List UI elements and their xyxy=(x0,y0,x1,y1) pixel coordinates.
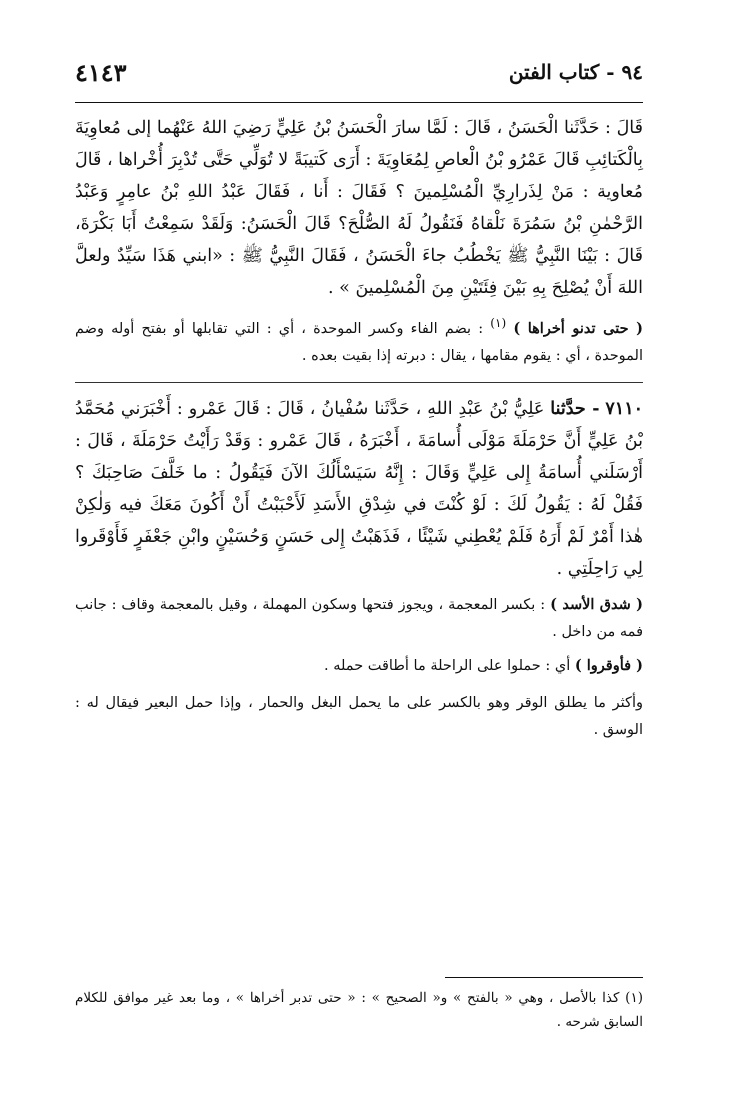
page-header xyxy=(75,60,643,94)
commentary-text: أي : حملوا على الراحلة ما أطاقت حمله . xyxy=(324,657,571,674)
page-body xyxy=(75,112,643,744)
commentary-term: ( فأوقروا ) xyxy=(574,656,643,674)
hadith-text-previous: قَالَ : حَدَّثَنا الْحَسَنُ ، قَالَ : لَمَّا سارَ الْحَسَنُ بْنُ عَلِيٍّ رَضِيَ اللهُ عَنْهُما إلى مُعاوِيَةَ بِالْكَتائِبِ قَالَ عَمْرُو بْنُ الْعاصِ لِمُعَاوِيَةَ : أَرَى كَتيبَةً لا تُوَلِّي حَتَّى تُدْبِرَ أُخْراها ، قَالَ مُعاوية : مَنْ لِذَرارِيِّ الْمُسْلِمينَ ؟ فَقَالَ : أَنا ، فَقَالَ عَبْدُ اللهِ بْنُ عامِرٍ وَعَبْدُ الرَّحْمٰنِ بْنُ سَمُرَةَ نَلْقاهُ فَنَقُولُ لَهُ الصُّلْحَ؟ قَالَ الْحَسَنُ: وَلَقَدْ سَمِعْتُ أَبَا بَكْرَةَ، قَالَ : بَيْنَا النَّبِيُّ ﷺ يَخْطُبُ جاءَ الْحَسَنُ ، فَقَالَ النَّبِيُّ ﷺ : «ابني هَذَا سَيِّدٌ ولعلَّ اللهَ أَنْ يُصْلِحَ بِهِ بَيْنَ فِئَتَيْنِ مِنَ الْمُسْلِمينَ » . xyxy=(75,118,643,298)
footnote-text: (١) كذا بالأصل ، وهي « بالفتح » و« الصحيح » : « حتى تدبر أخراها » ، وما بعد غير موافق للكلام السابق شرحه . xyxy=(75,990,643,1030)
commentary-note-1 xyxy=(75,310,643,370)
commentary-term: ( شدق الأسد ) xyxy=(550,595,644,613)
hadith-7110 xyxy=(75,393,643,585)
footnote xyxy=(75,986,643,1034)
header-rule xyxy=(75,102,643,103)
commentary-term: ( حتى تدنو أخراها ) xyxy=(513,319,643,337)
hadith-number: ٧١١٠ xyxy=(605,398,643,419)
commentary-note-4: وأكثر ما يطلق الوقر وهو بالكسر على ما يحمل البغل والحمار ، وإذا حمل البعير فيقال له : الوسق . xyxy=(75,694,643,738)
hadith-lead: - حدَّثنا xyxy=(550,398,600,419)
commentary-text: : بضم الفاء وكسر الموحدة ، أي : التي تقابلها أو بفتح أوله وضم الموحدة ، أي : يقوم مقامها ، يقال : دبرته إذا بقيت بعده . xyxy=(75,320,643,364)
page-number: ٤١٤٣ xyxy=(75,58,127,87)
hadith-text: عَلِيُّ بْنُ عَبْدِ اللهِ ، حَدَّثَنا سُفْيانُ ، قَالَ : قَالَ عَمْرو : أَخْبَرَني مُحَمَّدُ بْنُ عَلِيٍّ أَنَّ حَرْمَلَةَ مَوْلَى أُسامَةَ ، أَخْبَرَهُ ، قَالَ عَمْرو : وَقَدْ رَأَيْتُ حَرْمَلَةَ ، قَالَ : أَرْسَلَني أُسامَةُ إِلى عَلِيٍّ وَقَالَ : إِنَّهُ سَيَسْأَلُكَ الآنَ فَيَقُولُ : ما خَلَّفَ صَاحِبَكَ ؟ فَقُلْ لَهُ : يَقُولُ لَكَ : لَوْ كُنْتَ في شِدْقِ الأَسَدِ لَأَحْبَبْتُ أَنْ أَكُونَ مَعَكَ فيه وَلٰكِنْ هٰذا أَمْرٌ لَمْ أَرَهُ فَلَمْ يُعْطِني شَيْئًا ، فَذَهَبْتُ إِلى حَسَنٍ وَحُسَيْنٍ وابْنِ جَعْفَرٍ فَأَوْقَروا لِي رَاحِلَتِي . xyxy=(75,398,643,579)
commentary-note-3 xyxy=(75,652,643,680)
commentary-note-2 xyxy=(75,591,643,646)
footnote-marker: (١) xyxy=(490,316,507,330)
commentary-text: : بكسر المعجمة ، ويجوز فتحها وسكون المهملة ، وقيل بالمعجمة وقاف : جانب فمه من داخل . xyxy=(75,596,643,640)
chapter-title: ٩٤ - كتاب الفتن xyxy=(508,60,643,84)
footnote-rule xyxy=(445,977,643,978)
section-divider xyxy=(75,382,643,383)
